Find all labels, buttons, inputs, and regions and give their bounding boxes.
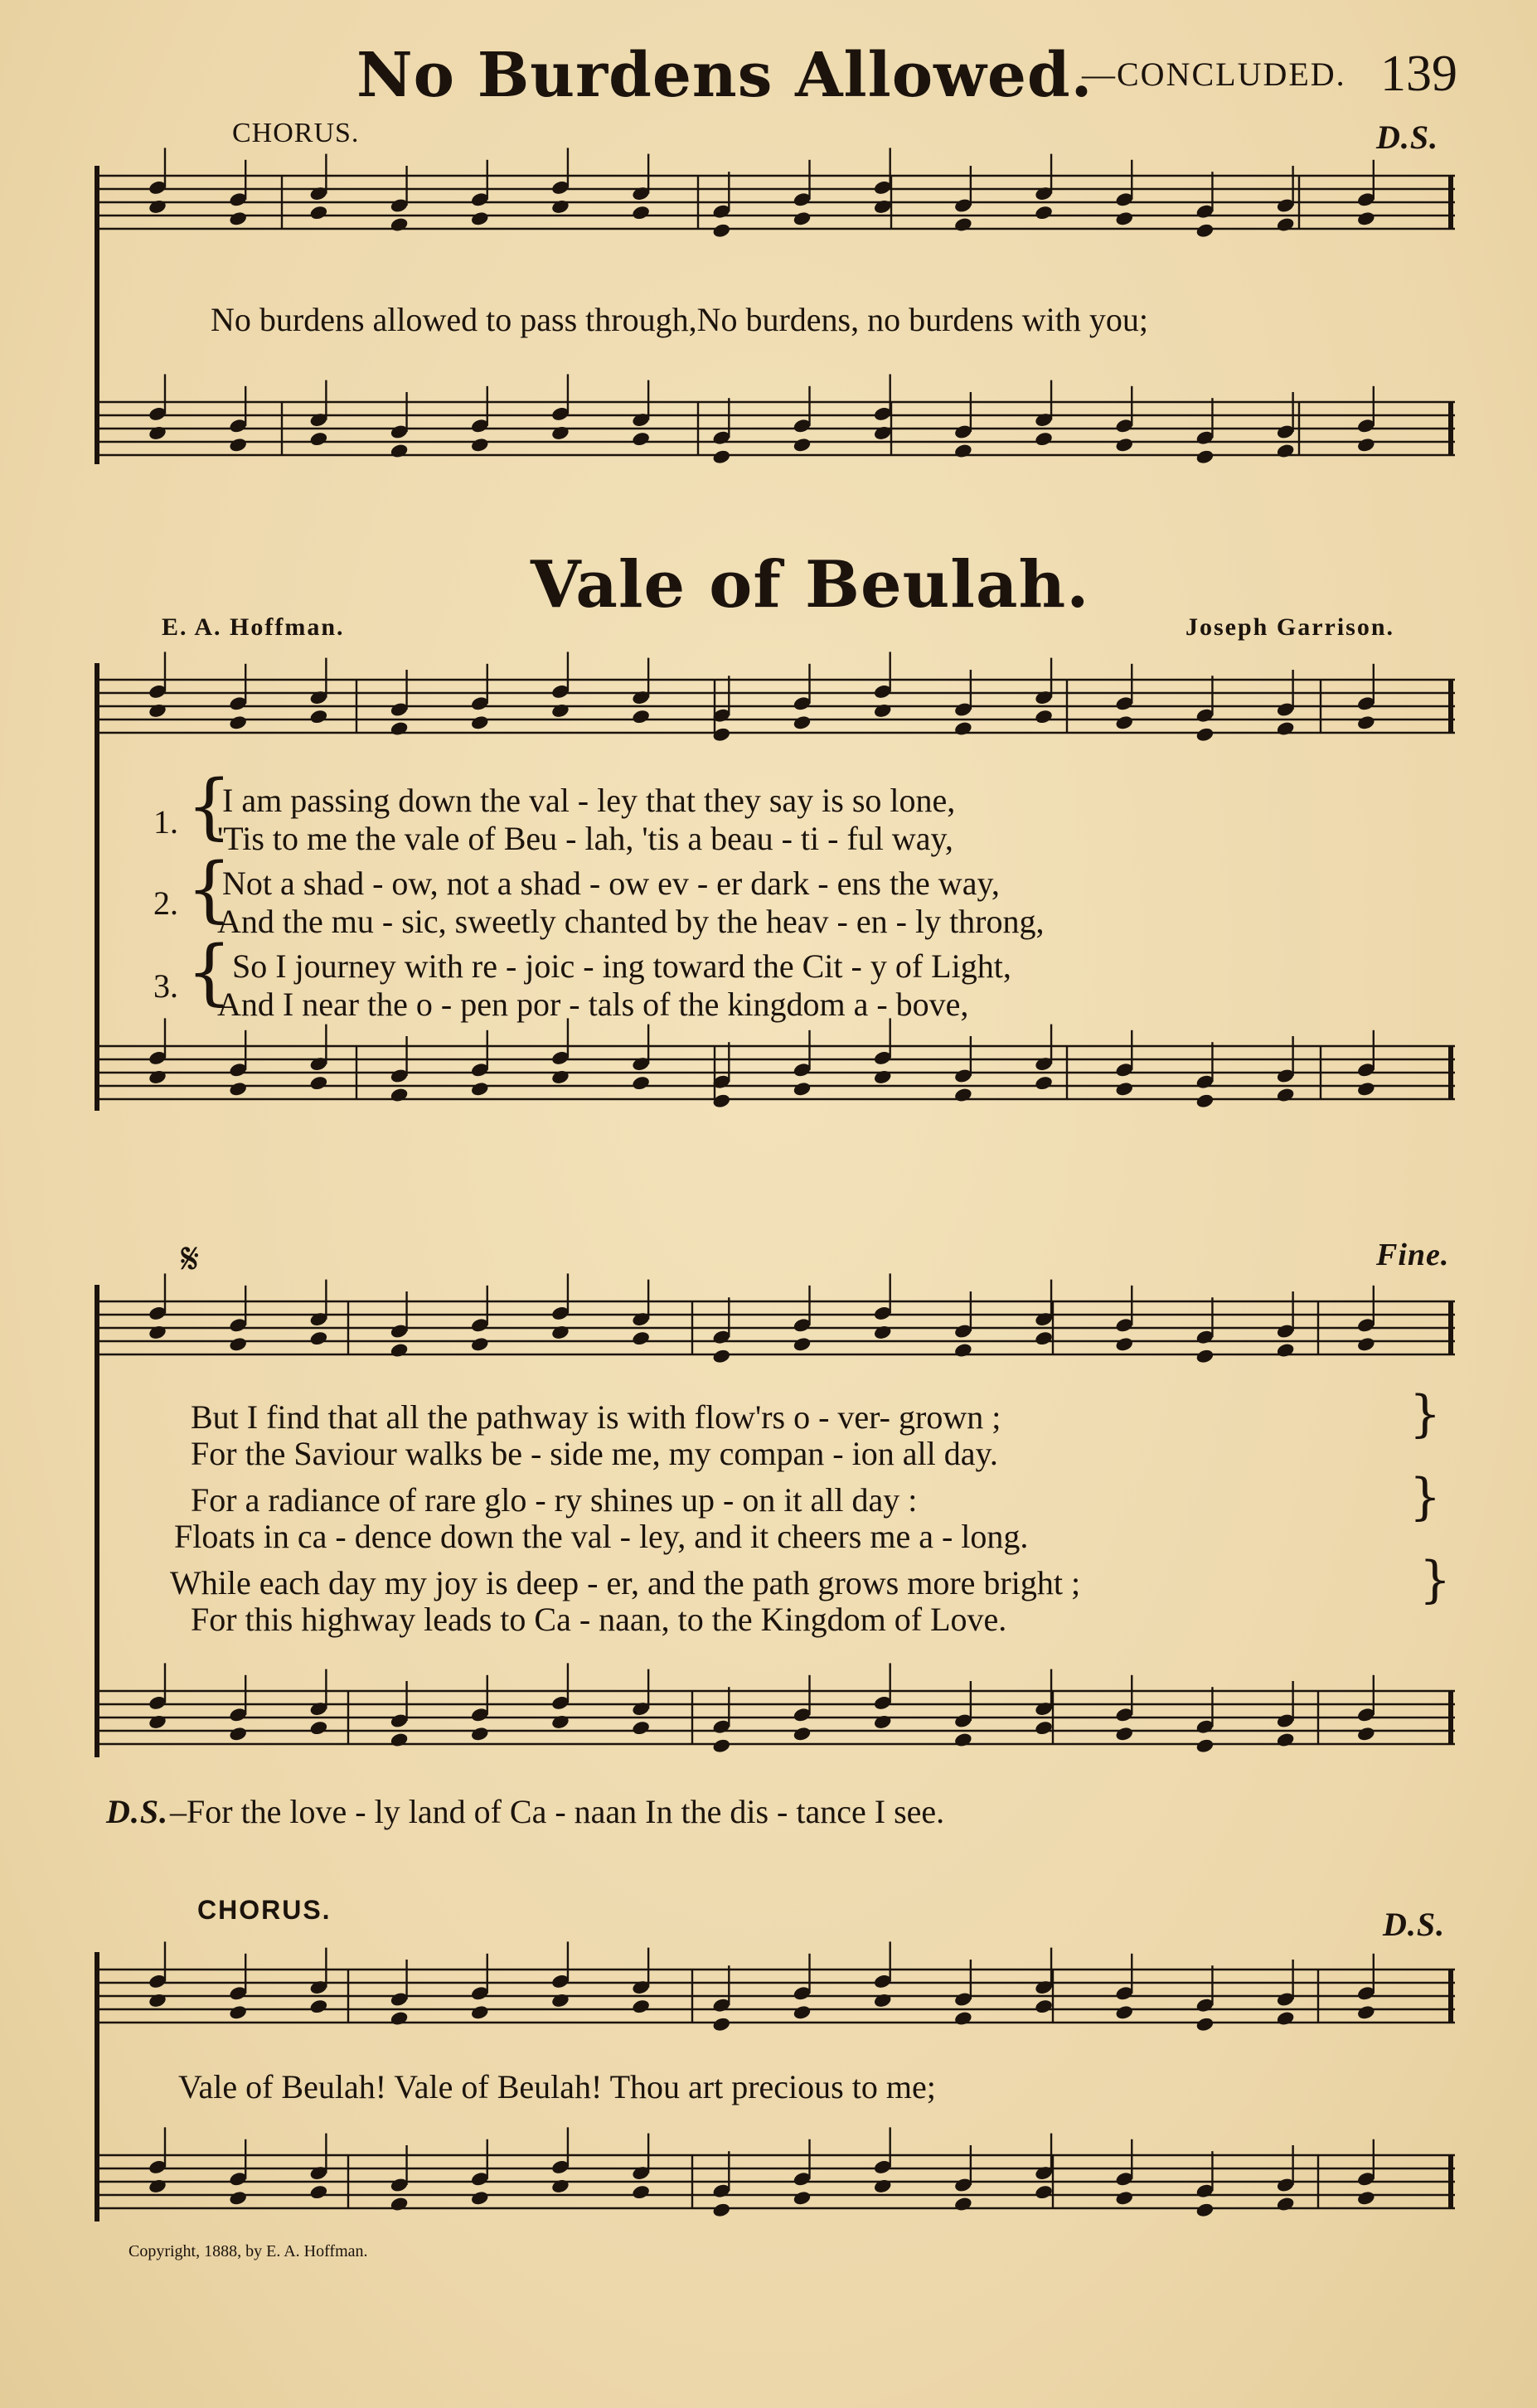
verse1-line1: I am passing down the val - ley that they say is so lone, [222, 782, 956, 819]
refrain2-line2: Floats in ca - dence down the val - ley, and it cheers me a - long. [174, 1518, 1029, 1555]
concluded-label: —CONCLUDED. [1082, 56, 1346, 93]
verse2-line2: And the mu - sic, sweetly chanted by the heav - en - ly throng, [217, 903, 1045, 940]
chorus-lyric: Vale of Beulah! Vale of Beulah! Thou art precious to me; [178, 2068, 936, 2105]
song2-title: Vale of Beulah. [531, 547, 1090, 623]
verse-brace: { [187, 848, 232, 931]
copyright-line: Copyright, 1888, by E. A. Hoffman. [128, 2242, 368, 2260]
refrain1-line2: For the Saviour walks be - side me, my compan - ion all day. [191, 1435, 998, 1472]
verse3-line2: And I near the o - pen por - tals of the kingdom a - bove, [217, 986, 969, 1023]
verse-brace: { [187, 931, 232, 1014]
song1-title: No Burdens Allowed. [356, 40, 1093, 111]
page-number: 139 [1380, 46, 1457, 102]
refrain3-line1: While each day my joy is deep - er, and the path grows more bright ; [170, 1564, 1081, 1601]
verse1-line2: 'Tis to me the vale of Beu - lah, 'tis a beau - ti - ful way, [217, 820, 953, 857]
verse-brace: } [1419, 1551, 1452, 1609]
verse-brace: } [1409, 1468, 1442, 1526]
verse-number-3: 3. [153, 967, 178, 1005]
song1-chorus-label: CHORUS. [232, 118, 360, 148]
refrain2-line1: For a radiance of rare glo - ry shines up - on it all day : [191, 1481, 918, 1519]
song1-lyric: No burdens allowed to pass through,No burdens, no burdens with you; [211, 301, 1148, 338]
verse-number-1: 1. [153, 803, 178, 841]
ds-label: D.S. [106, 1793, 169, 1830]
song2-author: E. A. Hoffman. [162, 613, 345, 641]
song2-chorus-ds: D.S. [1383, 1906, 1446, 1943]
verse2-line1: Not a shad - ow, not a shad - ow ev - er dark - ens the way, [222, 865, 1000, 902]
verse-brace: } [1409, 1385, 1442, 1443]
verse-number-2: 2. [153, 884, 178, 922]
verse3-line1: So I journey with re - joic - ing toward the Cit - y of Light, [232, 947, 1011, 985]
ds-lyric: –For the love - ly land of Ca - naan In the dis - tance I see. [170, 1793, 945, 1830]
refrain1-line1: But I find that all the pathway is with flow'rs o - ver- grown ; [191, 1398, 1001, 1436]
song2-chorus-label: CHORUS. [197, 1895, 332, 1925]
song2-composer: Joseph Garrison. [1185, 613, 1395, 641]
verse-brace: { [187, 765, 232, 848]
segno-sign: 𝄋 [181, 1236, 201, 1283]
refrain3-line2: For this highway leads to Ca - naan, to the Kingdom of Love. [191, 1601, 1007, 1638]
fine-label: Fine. [1376, 1238, 1450, 1272]
song1-ds-label: D.S. [1376, 119, 1439, 156]
